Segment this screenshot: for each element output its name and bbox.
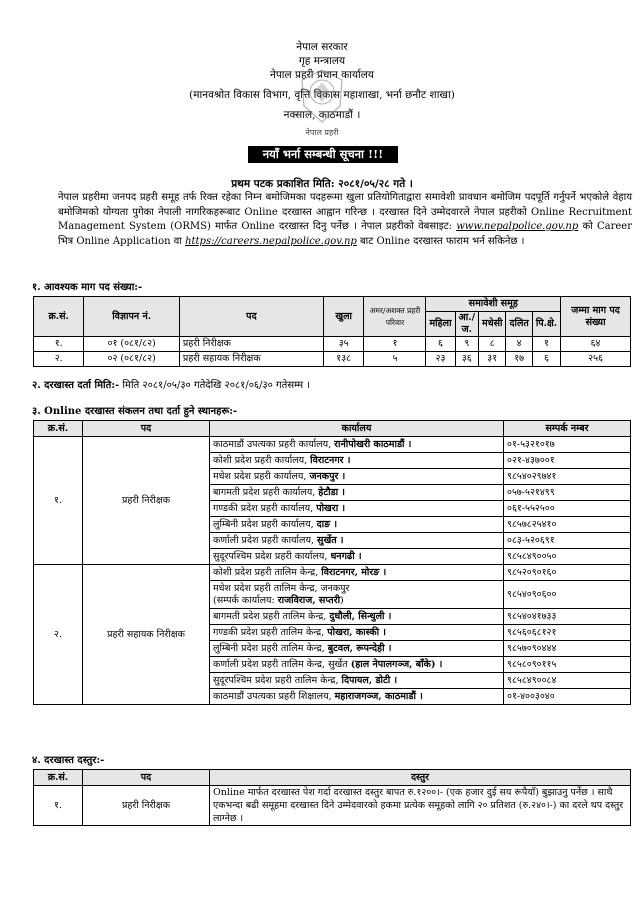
col-office: कार्यालय [210,421,504,437]
cell-phone: ९८५४०२९७४१ [504,469,631,485]
section-1-title: १. आवश्यक माग पद संख्या:- [32,282,143,293]
cell-post: प्रहरी सहायक निरीक्षक [179,352,323,367]
col-sn: क्र.सं. [34,770,83,786]
cell-sn: २. [34,565,83,705]
cell-fee: Online मार्फत दरखास्त पेश गर्दा दरखास्त दस्तुर बापत रु.१२००।- (एक हजार दुई सय रूपैयाँ) बुझाउनु पर्नेछ । साथै एकभन्दा बढी समूहमा दरखास्त दिने उम्मेदवारको हकमा प्रत्येक समूहको लागि २० प्रतिशत (रु.२४०।-) का दरले थप दस्तुर लाग्नेछ । [210,786,631,826]
cell-open: ३५ [323,337,364,352]
col-sn: क्र.सं. [34,421,83,437]
col-post: पद [83,421,210,437]
cell-adv: ०२ (०८१/८२) [84,352,180,367]
website-link[interactable]: www.nepalpolice.gov.np [456,221,579,232]
header-line-1: नेपाल सरकार [296,41,348,53]
cell-phone: ९८५७८२५४१० [504,517,631,533]
cell-post: प्रहरी सहायक निरीक्षक [83,565,210,705]
office-name: गण्डकी प्रदेश प्रहरी कार्यालय, [213,502,317,514]
office-place: हेटौडा । [318,486,346,498]
office-place: विराटनगर, मोरङ । [321,566,387,578]
careers-link[interactable]: https://careers.nepalpolice.gov.np [185,235,357,247]
cell-office [210,469,504,485]
office-name: सुदूरपश्चिम प्रदेश प्रहरी कार्यालय, [213,550,331,562]
col-dalit: दलित [506,312,532,337]
cell-sn: १. [34,786,83,826]
cell-aj: ९ [455,337,479,352]
cell-sn: २. [34,352,84,367]
intro-text-1: नेपाल प्रहरीमा जनपद प्रहरी समूह तर्फ रिक्त रहेका निम्न बमोजिमका पदहरूमा खुला प्रतियोगिताद्वारा समावेशी प्रावधान बमोजिम पदपूर्ति गर्नुपर्ने भएकोले वेहाय बमोजिमको योग्यता पुगेका नेपाली नागरिकहरूबाट Online दरखास्त आह्वान गरिन्छ । दरखास्त दिने उम्मेदवारले नेपाल प्रहरीको Online Recruitment Management System (ORMS) मार्फत Online दरखास्त दिनु पर्नेछ । नेपाल प्रहरीको वेबसाइट: [58,192,632,232]
cell-total: ६४ [561,337,631,352]
table-row [34,565,631,581]
col-family: अमर/अशक्त प्रहरी परिवार [364,297,426,337]
office-name: कर्णाली प्रदेश प्रहरी तालिम केन्द्र, सुर्खेत [213,658,351,670]
cell-office [210,581,504,609]
office-place: (हाल नेपालगञ्ज, बाँके) । [350,658,443,670]
police-seal-icon [296,66,348,126]
cell-aj: ३६ [455,352,479,367]
office-place: दिपायल, डोटी । [341,674,398,686]
intro-text-2: को Career भित्र Online Application वा [58,221,632,247]
cell-phone: ०१-४००३०४० [504,689,631,705]
col-fee: दस्तुर [210,770,631,786]
cell-phone: ९८५८४९००८४ [504,673,631,689]
cell-post: प्रहरी निरीक्षक [83,437,210,565]
section-2-text: मिति २०८१/०५/३० गतेदेखि २०८१/०६/३० गतेसम्म । [119,380,311,391]
col-pichhe: पि.क्षे. [532,312,560,337]
cell-pichhe: ६ [532,352,560,367]
office-place: जनकपुर । [309,470,346,482]
cell-women: २३ [426,352,455,367]
cell-office [210,625,504,641]
office-place: पोखरा, कास्की । [327,626,386,638]
cell-phone: ०१-५३२१०१७ [504,437,631,453]
col-madhesi: मधेसी [479,312,506,337]
cell-dalit: १७ [506,352,532,367]
cell-phone: ९८५७०९०४४४ [504,641,631,657]
col-inclusive: समावेशी समूह [426,297,561,312]
cell-office [210,453,504,469]
section-4-title: ४. दरखास्त दस्तुर:- [32,755,105,766]
col-total: जम्मा माग पद संख्या [561,297,631,337]
cell-women: ६ [426,337,455,352]
col-aj: आ./ज. [455,312,479,337]
office-name: मधेश प्रदेश प्रहरी कार्यालय, [213,470,310,482]
office-name: बागमती प्रदेश प्रहरी कार्यालय, [213,486,319,498]
cell-office [210,437,504,453]
office-place: रानीपोखरी काठमाडौं । [334,438,412,450]
col-sn: क्र.सं. [34,297,84,337]
cell-family: १ [364,337,426,352]
cell-office [210,641,504,657]
office-place: दाङ । [316,518,338,530]
intro-text-3: बाट Online दरखास्त फाराम भर्न सकिनेछ । [356,235,525,247]
office-name: कोशी प्रदेश प्रहरी तालिम केन्द्र, [213,566,322,578]
cell-office [210,673,504,689]
cell-office [210,657,504,673]
cell-phone: ९८५२०९०१६० [504,565,631,581]
published-date: प्रथम पटक प्रकाशित मिति: २०८१/०५/२८ गते । [231,178,413,190]
section-3-title: ३. Online दरखास्त संकलन तथा दर्ता हुने स्थानहरू:- [32,406,238,417]
office-place: महाराजगञ्ज, काठमाडौं । [334,690,423,702]
cell-post: प्रहरी निरीक्षक [179,337,323,352]
office-place: दुधौली, सिन्धुली । [329,610,392,622]
header-line-3: नेपाल प्रहरी प्रधान कार्यालय [270,69,374,81]
header-line-4: (मानवश्रोत विकास विभाग, वृत्ति विकास महाशाखा, भर्ना छनौट शाखा) [189,89,455,101]
cell-madhesi: ३१ [479,352,506,367]
cell-adv: ०१ (०८१/८२) [84,337,180,352]
cell-office [210,549,504,565]
cell-sn: १. [34,437,83,565]
cell-office [210,609,504,625]
cell-pichhe: १ [532,337,560,352]
cell-phone: ९८५८४९००५० [504,549,631,565]
header-line-5: नक्साल, काठमाडौं । [283,109,361,121]
cell-office [210,689,504,705]
cell-office [210,565,504,581]
office-place: विराटनगर । [310,454,351,466]
col-post: पद [83,770,210,786]
cell-sn: १. [34,337,84,352]
offices-table [33,420,631,705]
office-name: सुदूरपश्चिम प्रदेश प्रहरी तालिम केन्द्र, [213,674,342,686]
office-place: सुर्खेत । [317,534,344,546]
office-contact-note: (सम्पर्क कार्यालय: [213,594,278,606]
section-2-title: २. दरखास्त दर्ता मिति:- [32,380,120,391]
table-row [34,786,631,826]
fee-table [33,769,631,826]
section-2 [32,377,310,391]
cell-phone: ९८५४०४१७३३ [504,609,631,625]
cell-phone: ०२१-४३७००१ [504,453,631,469]
cell-office [210,517,504,533]
seal-caption: नेपाल प्रहरी [305,128,339,137]
office-name: काठमाडौं उपत्यका प्रहरी शिक्षालय, [213,690,335,702]
office-name: लुम्बिनी प्रदेश प्रहरी तालिम केन्द्र, [213,642,328,654]
header-line-2: गृह मन्त्रालय [298,55,346,67]
office-place: पोखरा । [316,502,346,514]
posts-table [33,296,631,367]
cell-family: ५ [364,352,426,367]
table-row [34,437,631,453]
cell-open: १३८ [323,352,364,367]
cell-office [210,485,504,501]
notice-banner: नयाँ भर्ना सम्बन्धी सूचना !!! [248,146,398,163]
office-name: कोशी प्रदेश प्रहरी कार्यालय, [213,454,311,466]
cell-phone: ०८३-५२०६९१ [504,533,631,549]
office-name: काठमाडौं उपत्यका प्रहरी कार्यालय, [213,438,335,450]
col-adv: विज्ञापन नं. [84,297,180,337]
office-name: कर्णाली प्रदेश प्रहरी कार्यालय, [213,534,318,546]
cell-dalit: ४ [506,337,532,352]
cell-total: २५६ [561,352,631,367]
office-name: बागमती प्रदेश प्रहरी तालिम केन्द्र, [213,610,330,622]
cell-office [210,533,504,549]
table-row [34,352,631,367]
cell-office [210,501,504,517]
cell-madhesi: ८ [479,337,506,352]
cell-phone: ०५७-५२१४९९ [504,485,631,501]
cell-phone: ९८५६०६८१२१ [504,625,631,641]
cell-phone: ०६१-५५२५०० [504,501,631,517]
cell-phone: ९८५८०९०११५ [504,657,631,673]
office-name: लुम्बिनी प्रदेश प्रहरी कार्यालय, [213,518,317,530]
cell-phone: ९८५४०९०६०० [504,581,631,609]
office-contact-place: राजविराज, सप्तरी [277,594,341,606]
col-contact: सम्पर्क नम्बर [504,421,631,437]
intro-paragraph [58,191,632,249]
office-name: गण्डकी प्रदेश प्रहरी तालिम केन्द्र, [213,626,328,638]
col-open: खुला [323,297,364,337]
col-women: महिला [426,312,455,337]
office-contact-tail: ) [340,594,344,606]
cell-post: प्रहरी निरीक्षक [83,786,210,826]
office-place: बुटवल, रूपन्देही । [327,642,392,654]
office-place: धनगढी । [330,550,362,562]
table-row [34,337,631,352]
col-post: पद [179,297,323,337]
office-name: मधेश प्रदेश प्रहरी तालिम केन्द्र, जनकपुर [213,582,350,594]
